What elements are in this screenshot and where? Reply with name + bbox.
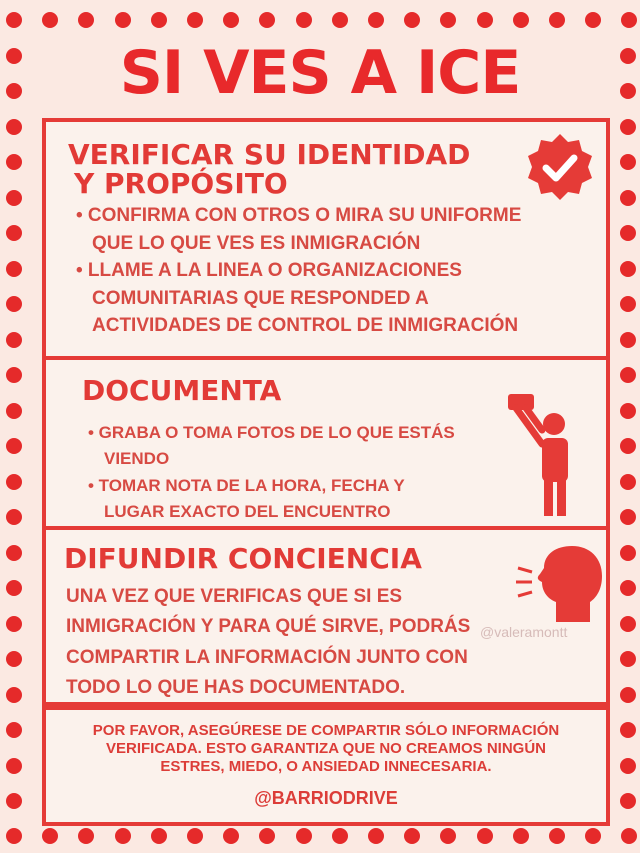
border-dot — [620, 580, 636, 596]
footer-line: POR FAVOR, ASEGÚRESE DE COMPARTIR SÓLO INFORMACIÓN — [92, 722, 560, 739]
border-dot — [513, 12, 529, 28]
border-dot — [620, 296, 636, 312]
border-dot — [620, 261, 636, 277]
border-dot — [6, 722, 22, 738]
footer-line: ESTRES, MIEDO, O ANSIEDAD INNECESARIA. — [160, 758, 492, 775]
border-dot — [115, 12, 131, 28]
border-dot — [404, 828, 420, 844]
border-dot — [620, 119, 636, 135]
border-dot — [620, 509, 636, 525]
text-line: UNA VEZ QUE VERIFICAS QUE SI ES — [66, 586, 403, 607]
border-dot — [6, 474, 22, 490]
border-dot — [621, 12, 637, 28]
border-dot — [620, 438, 636, 454]
bullet-line: • CONFIRMA CON OTROS O MIRA SU UNIFORME — [76, 205, 522, 226]
border-dot — [477, 12, 493, 28]
border-dot — [404, 12, 420, 28]
footer-line: VERIFICADA. ESTO GARANTIZA QUE NO CREAMOS NINGÚN — [105, 740, 547, 757]
border-dot — [585, 12, 601, 28]
border-dot — [296, 12, 312, 28]
border-dot — [115, 828, 131, 844]
border-dot — [513, 828, 529, 844]
text-line: COMPARTIR LA INFORMACIÓN JUNTO CON — [66, 646, 468, 668]
section-awareness-heading: DIFUNDIR CONCIENCIA — [64, 542, 422, 575]
section-verify-heading-line1: VERIFICAR SU IDENTIDAD — [68, 138, 471, 171]
border-dot — [42, 828, 58, 844]
border-dot — [6, 261, 22, 277]
section-document-heading: DOCUMENTA — [82, 374, 282, 407]
border-dot — [477, 828, 493, 844]
border-dot — [620, 722, 636, 738]
border-dot — [332, 828, 348, 844]
section-awareness-text — [66, 582, 470, 704]
text-line: TODO LO QUE HAS DOCUMENTADO. — [66, 677, 406, 699]
bullet-line: QUE LO QUE VES ES INMIGRACIÓN — [92, 232, 421, 254]
border-dot — [6, 403, 22, 419]
border-dot — [6, 616, 22, 632]
footer-message — [46, 722, 606, 776]
border-dot — [6, 793, 22, 809]
border-dot — [620, 190, 636, 206]
poster-title: SI VES A ICE — [119, 38, 521, 108]
border-dot — [223, 12, 239, 28]
section-verify-bullets — [76, 202, 521, 340]
border-dot — [42, 12, 58, 28]
border-dot — [259, 828, 275, 844]
border-dot — [259, 12, 275, 28]
footer-box — [42, 706, 610, 826]
border-dot — [549, 12, 565, 28]
border-dot — [6, 438, 22, 454]
bullet-line: • TOMAR NOTA DE LA HORA, FECHA Y — [88, 475, 405, 495]
section-verify — [42, 118, 610, 362]
border-dot — [620, 154, 636, 170]
border-dot — [332, 12, 348, 28]
border-dot — [585, 828, 601, 844]
border-dot — [368, 12, 384, 28]
border-dot — [6, 367, 22, 383]
border-dot — [620, 793, 636, 809]
bullet-line: LUGAR EXACTO DEL ENCUENTRO — [104, 502, 391, 522]
person-taking-photo-icon — [504, 390, 584, 520]
border-dot — [620, 367, 636, 383]
border-dot — [620, 225, 636, 241]
border-dot — [6, 12, 22, 28]
border-dot — [620, 687, 636, 703]
border-dot — [440, 828, 456, 844]
border-dot — [6, 332, 22, 348]
border-dot — [620, 545, 636, 561]
section-awareness — [42, 526, 610, 706]
border-dot — [620, 474, 636, 490]
section-verify-heading-line2: Y PROPÓSITO — [74, 167, 288, 201]
section-verify-heading — [68, 140, 470, 199]
border-dot — [151, 828, 167, 844]
section-document — [42, 356, 610, 530]
border-dot — [223, 828, 239, 844]
bullet-line: • GRABA O TOMA FOTOS DE LO QUE ESTÁS — [88, 423, 455, 442]
border-dot — [78, 828, 94, 844]
border-dot — [440, 12, 456, 28]
border-dot — [6, 651, 22, 667]
border-dot — [6, 758, 22, 774]
bullet-line: • LLAME A LA LINEA O ORGANIZACIONES — [76, 260, 462, 282]
border-dot — [620, 616, 636, 632]
border-dot — [296, 828, 312, 844]
border-dot — [6, 119, 22, 135]
border-dot — [6, 580, 22, 596]
bullet-line: VIENDO — [104, 449, 170, 469]
border-dot — [78, 12, 94, 28]
bullet-line: COMUNITARIAS QUE RESPONDED A — [92, 287, 429, 309]
bullet-line: ACTIVIDADES DE CONTROL DE INMIGRACIÓN — [92, 315, 519, 337]
border-dot — [6, 687, 22, 703]
border-dot — [6, 190, 22, 206]
border-dot — [6, 828, 22, 844]
speaking-head-icon — [516, 542, 608, 626]
border-dot — [6, 509, 22, 525]
border-dot — [620, 403, 636, 419]
border-dot — [6, 154, 22, 170]
border-dot — [151, 12, 167, 28]
border-dot — [621, 828, 637, 844]
verified-badge-icon — [524, 132, 596, 204]
section-document-bullets — [88, 420, 455, 525]
border-dot — [6, 545, 22, 561]
text-line: INMIGRACIÓN Y PARA QUÉ SIRVE, PODRÁS — [66, 616, 471, 638]
border-dot — [620, 651, 636, 667]
border-dot — [6, 296, 22, 312]
border-dot — [6, 225, 22, 241]
border-dot — [187, 828, 203, 844]
watermark: @valeramontt — [480, 624, 568, 640]
border-dot — [620, 332, 636, 348]
border-dot — [368, 828, 384, 844]
border-dot — [187, 12, 203, 28]
border-dot — [620, 758, 636, 774]
footer-handle: @BARRIODRIVE — [254, 788, 398, 808]
border-dot — [549, 828, 565, 844]
